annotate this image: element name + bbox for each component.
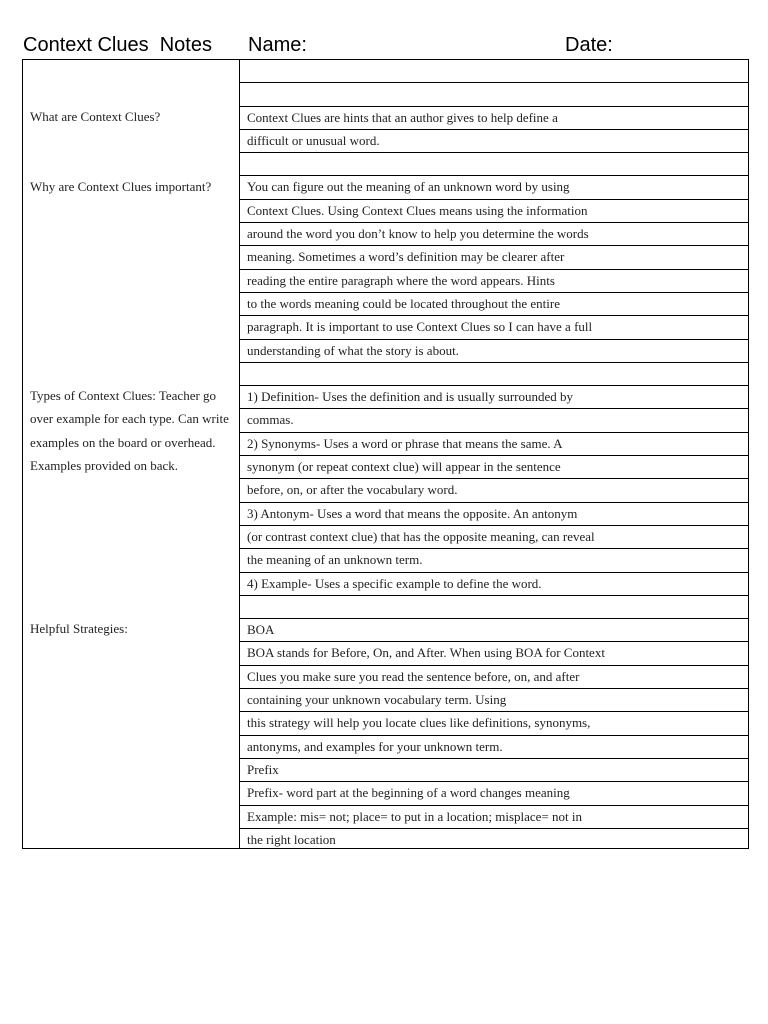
note-line: antonyms, and examples for your unknown term. bbox=[240, 736, 748, 759]
note-line: 1) Definition- Uses the definition and is usually surrounded by bbox=[240, 386, 748, 409]
notes-table bbox=[22, 59, 749, 849]
note-line bbox=[240, 60, 748, 83]
note-line bbox=[240, 596, 748, 619]
note-line: this strategy will help you locate clues like definitions, synonyms, bbox=[240, 712, 748, 735]
note-line: BOA stands for Before, On, and After. When using BOA for Context bbox=[240, 642, 748, 665]
note-line: the meaning of an unknown term. bbox=[240, 549, 748, 572]
note-line: Context Clues. Using Context Clues means using the information bbox=[240, 200, 748, 223]
note-line: Prefix bbox=[240, 759, 748, 782]
note-line: commas. bbox=[240, 409, 748, 432]
page-title: Context Clues Notes bbox=[23, 34, 212, 56]
note-line: You can figure out the meaning of an unknown word by using bbox=[240, 176, 748, 199]
note-line: BOA bbox=[240, 619, 748, 642]
question-what-are-context-clues: What are Context Clues? bbox=[30, 109, 161, 124]
note-line: 3) Antonym- Uses a word that means the opposite. An antonym bbox=[240, 503, 748, 526]
question-types: Types of Context Clues: Teacher go over example for each type. Can write examples on the board or overhead. Examples provided on back. bbox=[30, 388, 229, 473]
note-line: 2) Synonyms- Uses a word or phrase that means the same. A bbox=[240, 433, 748, 456]
note-line: Clues you make sure you read the sentence before, on, and after bbox=[240, 666, 748, 689]
note-line bbox=[240, 83, 748, 106]
note-line: Example: mis= not; place= to put in a location; misplace= not in bbox=[240, 806, 748, 829]
question-helpful-strategies: Helpful Strategies: bbox=[30, 621, 128, 636]
note-line: Context Clues are hints that an author gives to help define a bbox=[240, 107, 748, 130]
note-line: synonym (or repeat context clue) will appear in the sentence bbox=[240, 456, 748, 479]
note-line: understanding of what the story is about. bbox=[240, 340, 748, 363]
questions-column bbox=[23, 60, 240, 848]
note-line bbox=[240, 363, 748, 386]
answers-column bbox=[240, 60, 748, 852]
question-why-important: Why are Context Clues important? bbox=[30, 179, 212, 194]
note-line: Prefix- word part at the beginning of a word changes meaning bbox=[240, 782, 748, 805]
note-line: before, on, or after the vocabulary word. bbox=[240, 479, 748, 502]
page-header bbox=[0, 34, 768, 60]
note-line: the right location bbox=[247, 831, 336, 847]
note-line: around the word you don’t know to help you determine the words bbox=[240, 223, 748, 246]
note-line: difficult or unusual word. bbox=[240, 130, 748, 153]
date-label: Date: bbox=[565, 34, 613, 56]
note-line: to the words meaning could be located throughout the entire bbox=[240, 293, 748, 316]
name-label: Name: bbox=[248, 34, 307, 56]
note-line bbox=[240, 153, 748, 176]
note-line: (or contrast context clue) that has the opposite meaning, can reveal bbox=[240, 526, 748, 549]
note-line: meaning. Sometimes a word’s definition may be clearer after bbox=[240, 246, 748, 269]
note-line: paragraph. It is important to use Context Clues so I can have a full bbox=[240, 316, 748, 339]
note-line: containing your unknown vocabulary term. Using bbox=[240, 689, 748, 712]
note-line: reading the entire paragraph where the word appears. Hints bbox=[240, 270, 748, 293]
note-line: 4) Example- Uses a specific example to define the word. bbox=[240, 573, 748, 596]
